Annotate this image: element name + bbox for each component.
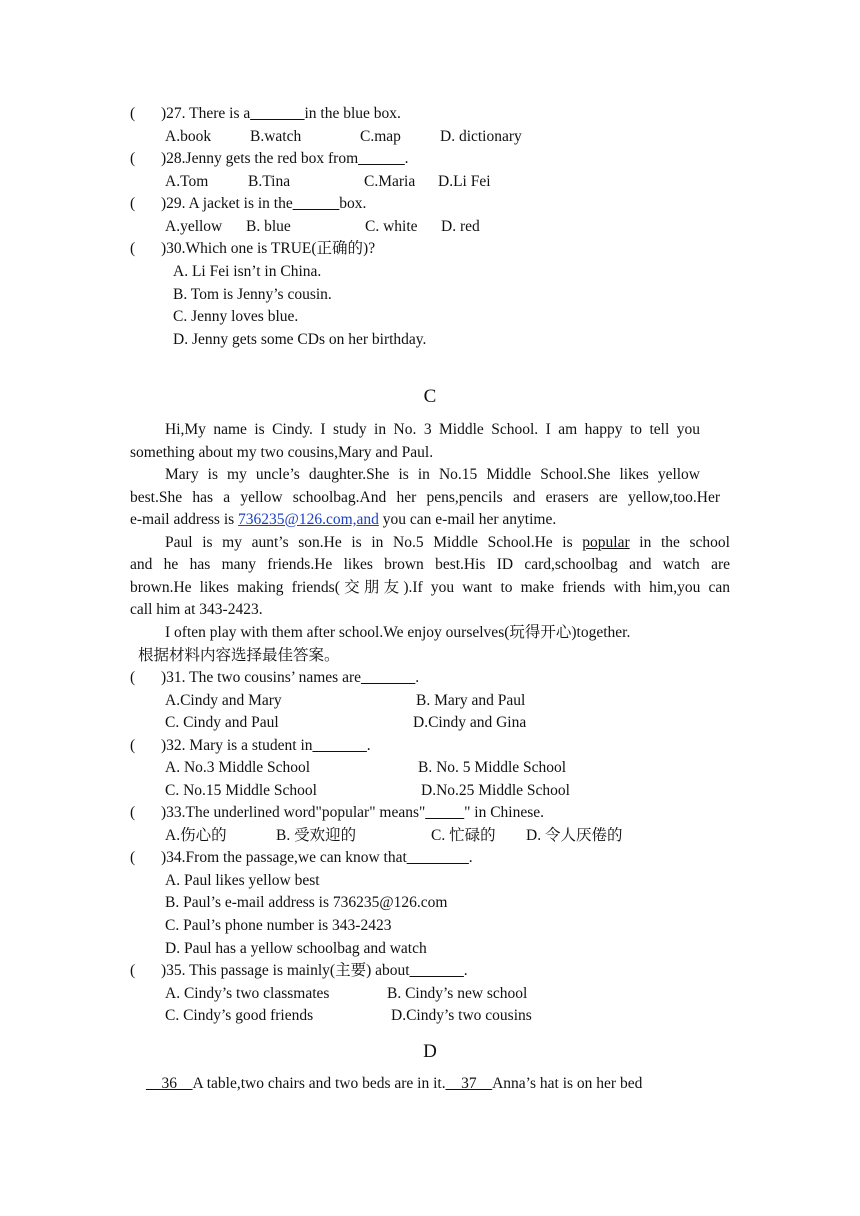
instruction: 根据材料内容选择最佳答案。 [138,647,340,664]
passage-line: Mary is my uncle’s daughter.She is in No.15 Middle School.She likes yellow [165,466,700,483]
answer-paren: ( [130,150,136,167]
answer-paren: ( [130,849,136,866]
option-b: B. Mary and Paul [416,692,526,709]
option-d: D.Cindy and Gina [413,714,527,731]
answer-paren: ( [130,804,136,821]
option-a: A.Cindy and Mary [165,692,282,709]
question-stem: )33.The underlined word"popular" means"_____" in Chinese. [161,804,545,821]
answer-paren: ( [130,240,136,257]
answer-paren: ( [130,105,136,122]
question-stem: )32. Mary is a student in_______. [161,737,371,754]
passage-line: Hi,My name is Cindy. I study in No. 3 Middle School. I am happy to tell you [165,421,700,438]
option-b: B. No. 5 Middle School [418,759,567,776]
option-b: B.watch [250,128,302,145]
question-stem: )29. A jacket is in the______box. [161,195,367,212]
option-a: A. Li Fei isn’t in China. [173,263,322,280]
passage-line: Paul is my aunt’s son.He is in No.5 Middle School.He is popular in the school [165,534,730,551]
answer-blank: _______ [312,737,367,754]
cloze-blank-37: __37__ [445,1075,493,1092]
question-stem: )34.From the passage,we can know that________. [161,849,473,866]
passage-line: e-mail address is 736235@126.com,and you can e-mail her anytime. [130,511,557,528]
option-c: C. Cindy’s good friends [165,1007,314,1024]
answer-blank: _______ [250,105,305,122]
option-a: A. Paul likes yellow best [165,872,320,889]
answer-blank: _____ [425,804,465,821]
passage-line: and he has many friends.He likes brown best.His ID card,schoolbag and watch are [130,556,730,573]
passage-line: best.She has a yellow schoolbag.And her pens,pencils and erasers are yellow,too.Her [130,489,720,506]
passage-line: something about my two cousins,Mary and Paul. [130,444,434,461]
option-d: D. Paul has a yellow schoolbag and watch [165,940,427,957]
option-a: A.伤心的 [165,827,227,844]
answer-blank: _______ [409,962,464,979]
option-c: C.map [360,128,401,145]
answer-paren: ( [130,195,136,212]
option-a: A.Tom [165,173,209,190]
option-c: C. white [365,218,418,235]
question-stem: )28.Jenny gets the red box from______. [161,150,409,167]
question-stem: )30.Which one is TRUE(正确的)? [161,240,376,257]
option-b: B.Tina [248,173,291,190]
option-a: A. Cindy’s two classmates [165,985,330,1002]
answer-blank: _______ [361,669,416,686]
passage-line: I often play with them after school.We enjoy ourselves(玩得开心)together. [165,624,631,641]
option-c: C. 忙碌的 [431,827,496,844]
option-b: B. Tom is Jenny’s cousin. [173,286,332,303]
option-c: C. Cindy and Paul [165,714,279,731]
option-c: C.Maria [364,173,416,190]
answer-blank: ________ [406,849,469,866]
option-d: D.No.25 Middle School [421,782,570,799]
passage-line: brown.He likes making friends(交朋友).If you want to make friends with him,you can [130,579,730,596]
option-b: B. Cindy’s new school [387,985,528,1002]
option-d: D. Jenny gets some CDs on her birthday. [173,331,427,348]
passage-line: call him at 343-2423. [130,601,263,618]
option-d: D. 令人厌倦的 [526,827,623,844]
option-d: D.Cindy’s two cousins [391,1007,532,1024]
option-c: C. Jenny loves blue. [173,308,299,325]
answer-paren: ( [130,962,136,979]
answer-blank: ______ [358,150,405,167]
option-a: A.book [165,128,212,145]
option-d: D. dictionary [440,128,522,145]
email-link[interactable]: 736235@126.com,and [238,511,379,528]
option-c: C. No.15 Middle School [165,782,317,799]
section-c-heading: C [423,386,437,407]
question-stem: )31. The two cousins’ names are_______. [161,669,420,686]
option-d: D.Li Fei [438,173,491,190]
answer-blank: ______ [292,195,340,212]
cloze-blank-36: __36__ [146,1075,193,1092]
option-b: B. Paul’s e-mail address is 736235@126.com [165,894,448,911]
section-d-heading: D [423,1041,437,1062]
option-b: B. 受欢迎的 [276,827,357,844]
option-a: A.yellow [165,218,223,235]
answer-paren: ( [130,669,136,686]
option-d: D. red [441,218,480,235]
question-stem: )35. This passage is mainly(主要) about_______. [161,962,468,979]
cloze-line: __36__A table,two chairs and two beds are in it.__37__Anna’s hat is on her bed [146,1075,643,1092]
option-a: A. No.3 Middle School [165,759,311,776]
question-stem: )27. There is a_______in the blue box. [161,105,401,122]
answer-paren: ( [130,737,136,754]
option-c: C. Paul’s phone number is 343-2423 [165,917,392,934]
underlined-word: popular [582,534,630,551]
option-b: B. blue [246,218,291,235]
